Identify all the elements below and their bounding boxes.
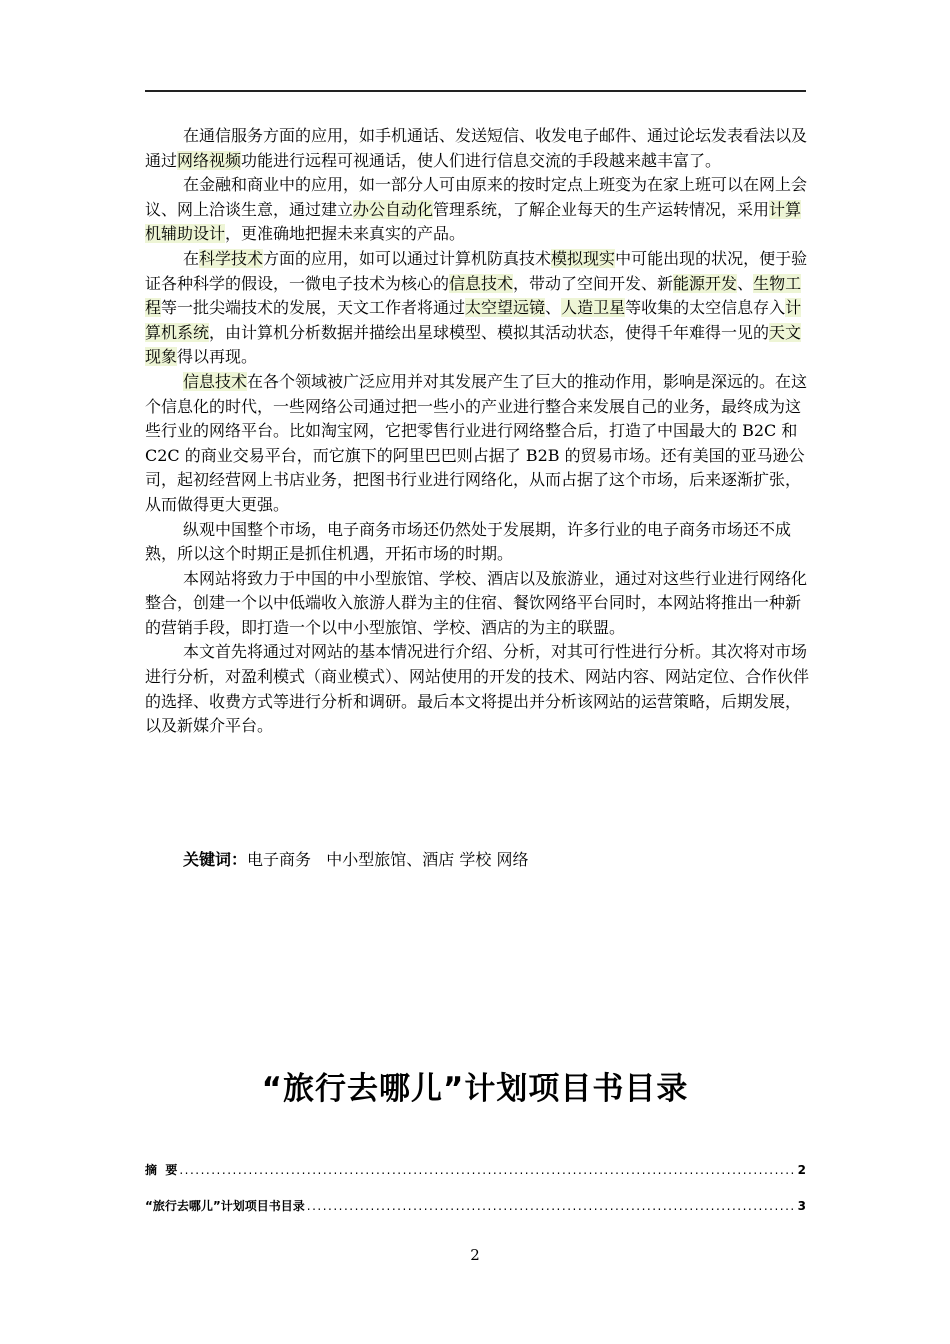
- paragraph-text: 等一批尖端技术的发展，天文工作者将通过: [161, 298, 466, 318]
- paragraph-text: 、: [545, 298, 562, 318]
- paragraph-text: 方面的应用，如可以通过计算机防真技术: [263, 248, 552, 268]
- highlighted-term: 网络视频: [177, 150, 242, 170]
- paragraph: [145, 173, 811, 247]
- paragraph-text: 得以再现。: [177, 347, 258, 367]
- toc-entry[interactable]: [145, 1161, 806, 1178]
- paragraph-text: 管理系统，了解企业每天的生产运转情况，采用: [433, 199, 770, 219]
- highlighted-term: 天文现象: [145, 322, 802, 367]
- highlighted-term: 科学技术: [199, 248, 264, 268]
- paragraph-text: 功能进行远程可视通话，使人们进行信息交流的手段越来越丰富了。: [241, 150, 722, 170]
- paragraph-text: 在通信服务方面的应用，如手机通话、发送短信、收发电子邮件、通过论坛发表看法以及通过: [145, 126, 808, 170]
- paragraph-text: 在: [183, 248, 200, 268]
- keywords-value: 电子商务 中小型旅馆、酒店 学校 网络: [247, 850, 529, 869]
- paragraph: [145, 567, 811, 641]
- paragraph: [145, 124, 811, 173]
- paragraph-text: ，由计算机分析数据并描绘出星球模型、模拟其活动状态，使得千年难得一见的: [209, 322, 770, 342]
- highlighted-term: 信息技术: [183, 371, 248, 391]
- paragraph-text: 、: [737, 273, 754, 293]
- toc-entry-label: 摘 要: [145, 1163, 178, 1177]
- paragraph-text: ，更准确地把握未来真实的产品。: [225, 224, 466, 244]
- paragraph-text: 纵观中国整个市场，电子商务市场还仍然处于发展期，许多行业的电子商务市场还不成熟，所以这个时期正是抓住机遇，开拓市场的时期。: [145, 519, 792, 564]
- paragraph: [145, 640, 811, 738]
- page-number: 2: [470, 1246, 480, 1264]
- toc-entry-page: 2: [797, 1163, 806, 1177]
- header-rule: [145, 90, 806, 92]
- paragraph-text: 本网站将致力于中国的中小型旅馆、学校、酒店以及旅游业，通过对这些行业进行网络化整合，创建一个以中低端收入旅游人群为主的住宿、餐饮网络平台同时，本网站将推出一种新的营销手段，即打造一个以中小型旅馆、学校、酒店的为主的联盟。: [145, 568, 808, 637]
- highlighted-term: 计算机辅助设计: [145, 199, 802, 244]
- toc-title: “旅行去哪儿”计划项目书目录: [261, 1071, 689, 1107]
- keywords-label: 关键词：: [183, 850, 248, 869]
- highlighted-term: 太空望远镜: [465, 298, 546, 318]
- paragraph: [145, 518, 811, 567]
- abstract-body: [145, 124, 811, 739]
- highlighted-term: 人造卫星: [561, 298, 626, 318]
- paragraph-text: 等收集的太空信息存入: [625, 298, 786, 318]
- toc-entry-label: “旅行去哪儿”计划项目书目录: [145, 1199, 305, 1213]
- paragraph-text: 在各个领域被广泛应用并对其发展产生了巨大的推动作用，影响是深远的。在这个信息化的时代，一些网络公司通过把一些小的产业进行整合来发展自己的业务，最终成为这些行业的网络平台。比如淘宝网，它把零售行业进行网络整合后，打造了中国最大的 B2C 和 C2C 的商业交易平台，而它旗下的阿里巴巴则占据了 B2B 的贸易市场。还有美国的亚马逊公司，起初经营网上书店业务，把图书行业进行网络化，从而占据了这个市场，后来逐渐扩张，从而做得更大更强。: [145, 371, 808, 514]
- highlighted-term: 生物工程: [145, 273, 802, 318]
- toc-entry[interactable]: [145, 1197, 806, 1214]
- highlighted-term: 信息技术: [449, 273, 514, 293]
- paragraph-text: 本文首先将通过对网站的基本情况进行介绍、分析，对其可行性进行分析。其次将对市场进行分析，对盈利模式（商业模式）、网站使用的开发的技术、网站内容、网站定位、合作伙伴的选择、收费方式等进行分析和调研。最后本文将提出并分析该网站的运营策略，后期发展，以及新媒介平台。: [145, 642, 810, 736]
- highlighted-term: 办公自动化: [353, 199, 434, 219]
- toc-dot-leader: [179, 1163, 795, 1177]
- toc-dot-leader: [307, 1199, 796, 1213]
- highlighted-term: 模拟现实: [551, 248, 616, 268]
- paragraph: [145, 247, 811, 370]
- highlighted-term: 计算机系统: [145, 298, 802, 342]
- paragraph-text: 在金融和商业中的应用，如一部分人可由原来的按时定点上班变为在家上班可以在网上会议、网上洽谈生意，通过建立: [145, 175, 808, 219]
- paragraph-text: ，带动了空间开发、新: [513, 273, 674, 293]
- keywords-line: [183, 848, 528, 872]
- toc-entry-page: 3: [797, 1199, 806, 1213]
- highlighted-term: 能源开发: [673, 273, 738, 293]
- paragraph-text: 中可能出现的状况，便于验证各种科学的假设，一微电子技术为核心的: [145, 248, 808, 293]
- paragraph: [145, 370, 811, 518]
